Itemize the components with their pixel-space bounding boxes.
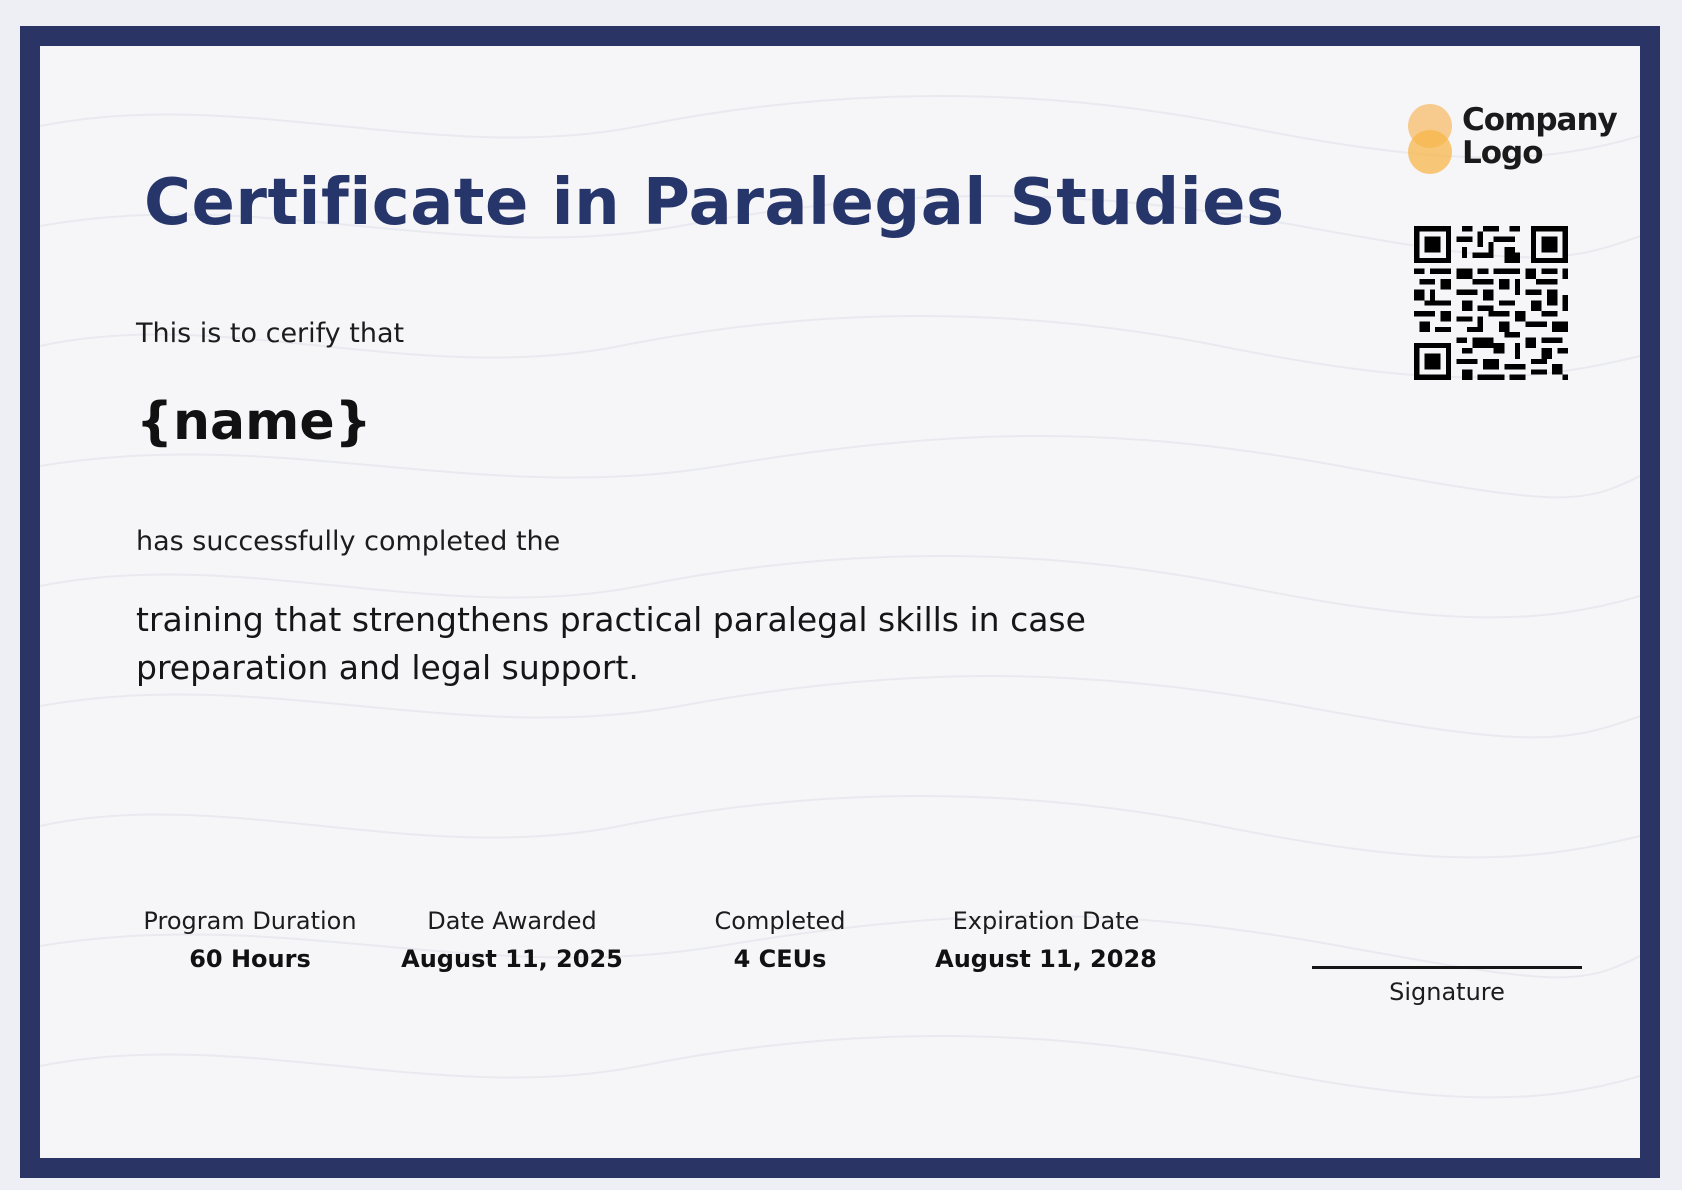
qr-code-icon — [1414, 226, 1568, 380]
logo-line-2: Logo — [1462, 135, 1543, 171]
certificate-frame — [20, 26, 1660, 1178]
logo-line-1: Company — [1462, 102, 1617, 138]
detail-label: Expiration Date — [952, 907, 1140, 935]
certificate-title: Certificate in Paralegal Studies — [144, 166, 1285, 240]
signature-label: Signature — [1389, 978, 1505, 1006]
detail-completed — [660, 906, 900, 974]
company-logo-icon — [1404, 102, 1456, 178]
detail-value: 4 CEUs — [733, 945, 827, 973]
detail-expiration-date — [926, 906, 1166, 974]
program-description: training that strengthens practical paralegal skills in case preparation and legal support. — [136, 600, 1086, 687]
recipient-name: {name} — [136, 392, 372, 452]
certify-text: This is to cerify that — [136, 318, 405, 349]
detail-value: 60 Hours — [189, 945, 311, 973]
detail-value: August 11, 2025 — [401, 945, 623, 973]
completed-text: has successfully completed the — [136, 526, 561, 557]
company-logo — [1404, 102, 1617, 182]
detail-label: Date Awarded — [427, 907, 597, 935]
detail-program-duration — [130, 906, 370, 974]
certificate-details — [130, 906, 1210, 986]
detail-date-awarded — [392, 906, 632, 974]
detail-value: August 11, 2028 — [935, 945, 1157, 973]
company-logo-text — [1462, 104, 1617, 170]
signature-line — [1312, 966, 1582, 969]
detail-label: Completed — [714, 907, 846, 935]
detail-label: Program Duration — [143, 907, 357, 935]
